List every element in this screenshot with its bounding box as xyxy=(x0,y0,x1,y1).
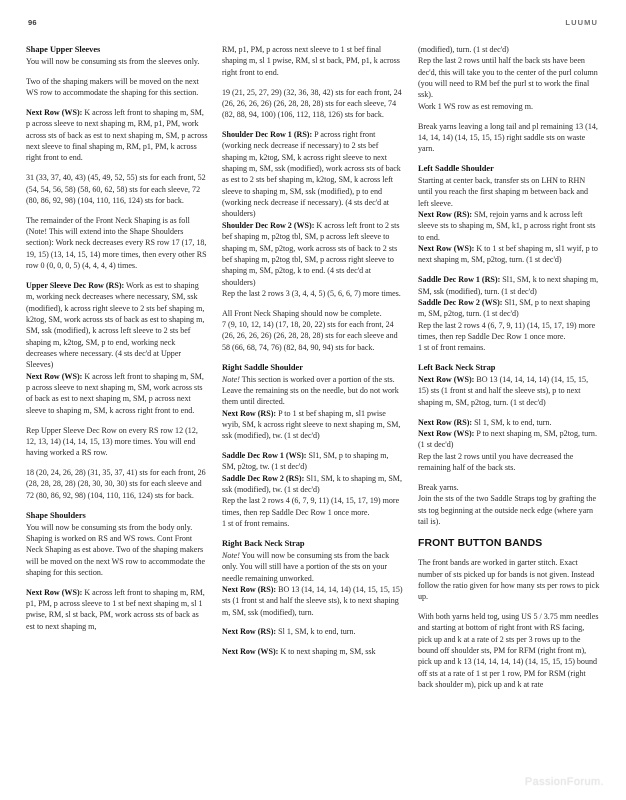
para-break-yarns-1-text: Break yarns leaving a long tail and pl remaining 13 (14, 14, 14, 14) (14, 15, 15, 15) right saddle sts on waste yarn. xyxy=(418,121,598,154)
para-next-row-ws-6 xyxy=(418,374,600,408)
column-2 xyxy=(222,44,404,764)
para-all-front-neck-shaping-complete-text: All Front Neck Shaping should now be complete. xyxy=(222,308,382,318)
para-saddle-dec-row-2-ws-lead: Saddle Dec Row 2 (WS): xyxy=(418,297,503,307)
para-right-saddle-note-note: Note! xyxy=(222,374,240,384)
para-work-1-ws-row-text: Work 1 WS row as est removing m. xyxy=(418,101,533,111)
para-st-counts-1-text: 31 (33, 37, 40, 43) (45, 49, 52, 55) sts for each front, 52 (54, 54, 56, 58) (58, 60, 62, 58) sts for each sleeve, 72 (80, 86, 92, 98) (104, 110, 116, 124) sts for back. xyxy=(26,173,206,205)
para-rep-last-2-rows-2-text: Rep the last 2 rows 4 (6, 7, 9, 11) (14, 15, 17, 19) more times, then rep Saddle Dec Row 1 once more. xyxy=(222,496,400,517)
para-next-row-ws-3-cont xyxy=(222,44,404,78)
heading-front-button-bands: FRONT BUTTON BANDS xyxy=(418,538,543,550)
para-rep-last-2-rows-3-text: Rep the last 2 rows 4 (6, 7, 9, 11) (14, 15, 17, 19) more times, then rep Saddle Dec Row 1 once more. xyxy=(418,320,596,341)
para-next-row-ws-2-text: K across left front to shaping m, SM, p across sleeve to next shaping m, SM, work across sts of back as est to next shaping m, SM, p across next sleeve to shaping m, SM, k across right front to end. xyxy=(26,371,204,415)
para-next-row-ws-6-lead: Next Row (WS): xyxy=(418,375,475,385)
para-next-row-ws-4-cont xyxy=(418,44,600,55)
para-next-row-ws-3-text: K across left front to shaping m, RM, p1, PM, p across sleeve to 1 st bef next shaping m, sl 1 pwise, RM, sl st back, PM, work across sts of back as est to next shaping m, xyxy=(26,587,205,631)
para-shoulder-dec-row-2 xyxy=(222,220,404,288)
para-shape-shoulders-intro xyxy=(26,522,208,579)
para-next-row-ws-4-text: K to next shaping m, SM, ssk xyxy=(278,647,376,657)
para-right-saddle-note xyxy=(222,374,404,408)
para-rep-until-half-back-dec xyxy=(418,55,600,100)
para-next-row-ws-4-cont-text: (modified), turn. (1 st dec'd) xyxy=(418,45,509,54)
para-next-row-ws-3 xyxy=(26,587,208,632)
heading-right-saddle-shoulder: Right Saddle Shoulder xyxy=(222,362,303,372)
para-shoulder-dec-row-1-text: P across right front (working neck decrease if necessary) to 2 sts bef shaping m, k2tog, SM, k across right sleeve to next shaping m, SM, ssk (modified), work across sts of back as est to 2 sts bef shaping m, k2tog, SM, k across left sleeve to shaping m, SM, ssk (modified), p to end (working neck decrease if necessary). (4 sts dec'd at shoulders) xyxy=(222,130,401,219)
para-next-row-rs-4-text: SM, rejoin yarns and k across left sleeve sts to shaping m, SM, k1, p across right front sts to end. xyxy=(418,210,596,242)
para-rep-last-2-rows-1-text: Rep the last 2 rows 3 (3, 4, 4, 5) (5, 6, 6, 7) more times. xyxy=(222,288,401,298)
para-join-saddle-straps-text: Join the sts of the two Saddle Straps tog by grafting the sts tog beginning at the outside neck edge (where yarn tail is). xyxy=(418,494,597,526)
para-st-counts-2-text: 18 (20, 24, 26, 28) (31, 35, 37, 41) sts for each front, 26 (28, 28, 28, 28) (28, 30, 30, 30) sts for each sleeve and 72 (80, 86, 92, 98) (104, 110, 116, 124) sts for back. xyxy=(26,468,206,500)
para-right-back-neck-strap-note-text: You will now be consuming sts from the back only. You will still have a portion of the sts on your needle remaining unworked. xyxy=(222,550,390,583)
para-next-row-rs-3-text: Sl 1, SM, k to end, turn. xyxy=(276,627,356,637)
para-next-row-rs-3-lead: Next Row (RS): xyxy=(222,627,277,637)
para-st-counts-4 xyxy=(222,319,404,353)
para-saddle-dec-row-2-text: Sl1, SM, k to shaping m, SM, ssk (modified), tw. (1 st dec'd) xyxy=(222,473,402,495)
heading-right-back-neck-strap: Right Back Neck Strap xyxy=(222,538,305,548)
para-saddle-dec-row-1-rs xyxy=(418,274,600,297)
para-next-row-ws-3-cont-text: RM, p1, PM, p across next sleeve to 1 st bef final shaping m, sl 1 pwise, RM, sl st back, PM, p1, k across right front to end. xyxy=(222,45,400,77)
para-next-row-ws-6-text: BO 13 (14, 14, 14, 14) (14, 15, 15, 15) sts (1 front st and half the sleeve sts), p to next shaping m, SM, p2tog, turn. (1 st dec'd) xyxy=(418,375,589,407)
para-left-saddle-intro-text: Starting at center back, transfer sts on LHN to RHN until you reach the first shaping m between back and left sleeve. xyxy=(418,176,589,208)
para-st-counts-3-text: 19 (21, 25, 27, 29) (32, 36, 38, 42) sts for each front, 24 (26, 26, 26, 26) (26, 28, 28, 28) sts for each sleeve, 74 (82, 88, 94, 100) (106, 112, 118, 126) sts for back. xyxy=(222,87,402,120)
para-next-row-ws-1 xyxy=(26,107,208,164)
para-st-counts-2 xyxy=(26,467,208,501)
para-next-row-rs-1 xyxy=(222,408,404,442)
para-consuming-sts xyxy=(26,56,208,67)
para-next-row-ws-4 xyxy=(222,646,404,657)
column-3 xyxy=(418,44,600,764)
watermark: PassionForum. xyxy=(524,776,604,788)
para-next-row-rs-1-lead: Next Row (RS): xyxy=(222,408,277,418)
para-front-bands-garter xyxy=(418,557,600,602)
para-st-counts-1 xyxy=(26,172,208,206)
para-rep-until-half-back-dec-text: Rep the last 2 rows until half the back sts have been dec'd, this will take you to the center of the purl column (you will need to RM bef the purl st to work the final ssk). xyxy=(418,56,598,100)
para-saddle-dec-row-2-lead: Saddle Dec Row 2 (RS): xyxy=(222,473,305,483)
para-rep-until-decreased-remaining-text: Rep the last 2 rows until you have decreased the remaining half of the back sts. xyxy=(418,451,574,472)
para-rep-until-decreased-remaining xyxy=(418,451,600,474)
para-next-row-ws-4-lead: Next Row (WS): xyxy=(222,647,279,657)
para-next-row-ws-1-text: K across left front to shaping m, SM, p across sleeve to next shaping m, RM, p1, PM, work across sts of back as est to next shaping m, SM, p across next sleeve to final shaping m, RM, p1, PM, k across right front to end. xyxy=(26,107,208,163)
para-next-row-ws-3-lead: Next Row (WS): xyxy=(26,587,83,597)
para-next-row-ws-1-lead: Next Row (WS): xyxy=(26,107,83,117)
para-next-row-ws-5-text: K to 1 st bef shaping m, sl1 wyif, p to next shaping m, SM, p2tog, turn. (1 st dec'd) xyxy=(418,244,598,265)
para-pick-up-instructions xyxy=(418,611,600,690)
para-saddle-dec-row-1-text: Sl1, SM, p to shaping m, SM, p2tog, tw. (1 st dec'd) xyxy=(222,451,389,472)
para-rep-upper-sleeve-dec-row-text: Rep Upper Sleeve Dec Row on every RS row 12 (12, 12, 13, 14) (14, 14, 15, 13) more times. You will end having worked a RS row. xyxy=(26,425,198,458)
heading-shape-shoulders: Shape Shoulders xyxy=(26,510,86,520)
para-next-row-rs-5-text: Sl 1, SM, k to end, turn. xyxy=(472,417,552,427)
heading-left-back-neck-strap: Left Back Neck Strap xyxy=(418,363,496,373)
para-upper-sleeve-dec-row-lead: Upper Sleeve Dec Row (RS): xyxy=(26,280,125,290)
para-work-1-ws-row xyxy=(418,101,600,112)
para-shoulder-dec-row-2-lead: Shoulder Dec Row 2 (WS): xyxy=(222,220,315,230)
para-next-row-rs-2-text: BO 13 (14, 14, 14, 14) (14, 15, 15, 15) sts (1 front st and half the sleeve sts), k to next shaping m, SM, ssk (modified), turn. xyxy=(222,584,403,617)
column-1 xyxy=(26,44,208,764)
para-next-row-rs-5 xyxy=(418,417,600,428)
para-next-row-rs-1-text: P to 1 st bef shaping m, sl1 pwise wyib, SM, k across right sleeve to next shaping m, SM, ssk (modified), tw. (1 st dec'd) xyxy=(222,408,401,441)
para-rep-last-2-rows-3 xyxy=(418,320,600,343)
para-next-row-rs-3 xyxy=(222,626,404,637)
para-all-front-neck-shaping-complete xyxy=(222,308,404,319)
para-saddle-dec-row-1-lead: Saddle Dec Row 1 (WS): xyxy=(222,451,307,461)
para-right-back-neck-strap-note xyxy=(222,550,404,584)
page-number: 96 xyxy=(28,18,37,27)
para-next-row-ws-5-lead: Next Row (WS): xyxy=(418,244,475,254)
para-shaping-markers-moved-text: Two of the shaping makers will be moved on the next WS row to accommodate the shaping for this section. xyxy=(26,76,199,98)
para-break-yarns-2-text: Break yarns. xyxy=(418,482,459,492)
text-columns xyxy=(26,44,600,764)
para-rep-last-2-rows-2 xyxy=(222,495,404,518)
para-break-yarns-1 xyxy=(418,121,600,155)
para-shoulder-dec-row-1 xyxy=(222,129,404,220)
para-join-saddle-straps xyxy=(418,493,600,527)
para-right-back-neck-strap-note-note: Note! xyxy=(222,550,240,560)
para-next-row-rs-2 xyxy=(222,584,404,618)
para-st-counts-3 xyxy=(222,87,404,121)
para-saddle-dec-row-1-rs-lead: Saddle Dec Row 1 (RS): xyxy=(418,275,501,285)
para-next-row-ws-2 xyxy=(26,371,208,416)
running-head xyxy=(28,18,598,32)
para-1-st-front-remains-2 xyxy=(418,342,600,353)
para-saddle-dec-row-1 xyxy=(222,450,404,473)
para-1-st-front-remains-1-text: 1 st of front remains. xyxy=(222,519,290,529)
para-next-row-rs-2-lead: Next Row (RS): xyxy=(222,584,277,594)
para-consuming-sts-text: You will now be consuming sts from the sleeves only. xyxy=(26,56,200,66)
para-next-row-ws-7-text: P to next shaping m, SM, p2tog, turn. (1 st dec'd) xyxy=(418,428,597,450)
book-title: LUUMU xyxy=(565,18,598,27)
para-next-row-rs-5-lead: Next Row (RS): xyxy=(418,417,473,427)
para-upper-sleeve-dec-row xyxy=(26,280,208,371)
para-next-row-ws-7 xyxy=(418,428,600,451)
para-break-yarns-2 xyxy=(418,482,600,493)
para-1-st-front-remains-1 xyxy=(222,518,404,529)
para-shaping-markers-moved xyxy=(26,76,208,99)
para-saddle-dec-row-2 xyxy=(222,473,404,496)
para-saddle-dec-row-1-rs-text: Sl1, SM, k to next shaping m, SM, ssk (modified), turn. (1 st dec'd) xyxy=(418,275,599,296)
para-right-saddle-note-text: This section is worked over a portion of the sts. Leave the remaining sts on the needle, but do not work them until directed. xyxy=(222,374,399,407)
para-next-row-rs-4-lead: Next Row (RS): xyxy=(418,210,473,220)
heading-shape-upper-sleeves: Shape Upper Sleeves xyxy=(26,45,101,54)
para-upper-sleeve-dec-row-text: Work as est to shaping m, working neck decreases where necessary, SM, ssk (modified), k across right sleeve to 2 sts bef shaping m, k2tog, SM, work across sts of back as est to shaping m, SM, ssk (modified), k across left sleeve to 2 sts bef shaping m, k2tog, SM, p to end, working neck decreases where necessary. (4 sts dec'd at Upper Sleeves) xyxy=(26,280,205,370)
para-front-bands-garter-text: The front bands are worked in garter stitch. Exact number of sts picked up for bands is not given. Instead follow the ratio given for how many sts per rows to pick up. xyxy=(418,558,600,602)
para-next-row-ws-5 xyxy=(418,243,600,266)
para-left-saddle-intro xyxy=(418,175,600,209)
para-saddle-dec-row-2-ws xyxy=(418,297,600,320)
heading-left-saddle-shoulder: Left Saddle Shoulder xyxy=(418,164,494,174)
para-rep-last-2-rows-1 xyxy=(222,288,404,299)
para-next-row-rs-4 xyxy=(418,209,600,243)
para-remainder-front-neck-shaping-text: The remainder of the Front Neck Shaping is as foll (Note! This will extend into the Shape Shoulders section): Work neck decreases every RS row 17 (17, 18, 19, 15) (13, 14, 15, 14) more times, then every other RS row 0 (0, 0, 0, 5) (4, 4, 4, 4) times. xyxy=(26,215,207,271)
para-st-counts-4-text: 7 (9, 10, 12, 14) (17, 18, 20, 22) sts for each front, 24 (26, 26, 26, 26) (26, 28, 28, 28) sts for each sleeve and 58 (66, 68, 74, 76) (82, 84, 90, 94) sts for back. xyxy=(222,320,398,352)
para-pick-up-instructions-text: With both yarns held tog, using US 5 / 3.75 mm needles and starting at bottom of right front with RS facing, pick up and k at a rate of 2 sts per 3 rows up to the bound off shoulder sts, PM for RFM (right front m), pick up and k 13 (14, 14, 14, 14) (14, 15, 15, 15) bound off sts at a rate of 1 st per 1 row, PM for RSM (right back shoulder m), pick up and k at rate xyxy=(418,612,599,690)
para-next-row-ws-2-lead: Next Row (WS): xyxy=(26,371,83,381)
para-shape-shoulders-intro-text: You will now be consuming sts from the body only. Shaping is worked on RS and WS rows. Cont Front Neck Shaping as est above. Two of the shaping makers will be moved on the next WS row to accommodate the shaping for this section. xyxy=(26,522,206,577)
para-saddle-dec-row-2-ws-text: Sl1, SM, p to next shaping m, SM, p2tog, turn. (1 st dec'd) xyxy=(418,297,591,319)
para-remainder-front-neck-shaping xyxy=(26,215,208,272)
para-shoulder-dec-row-1-lead: Shoulder Dec Row 1 (RS): xyxy=(222,130,313,140)
para-shoulder-dec-row-2-text: K across left front to 2 sts bef shaping m, p2tog tbl, SM, p across left sleeve to shaping m, SM, p2tog, work across sts of back to 2 sts bef shaping m, p2tog tbl, SM, p across right sleeve to shaping m, SM, p2tog, k to end. (4 sts dec'd at shoulders) xyxy=(222,220,400,287)
para-next-row-ws-7-lead: Next Row (WS): xyxy=(418,428,475,438)
para-1-st-front-remains-2-text: 1 st of front remains. xyxy=(418,343,486,353)
para-rep-upper-sleeve-dec-row xyxy=(26,425,208,459)
